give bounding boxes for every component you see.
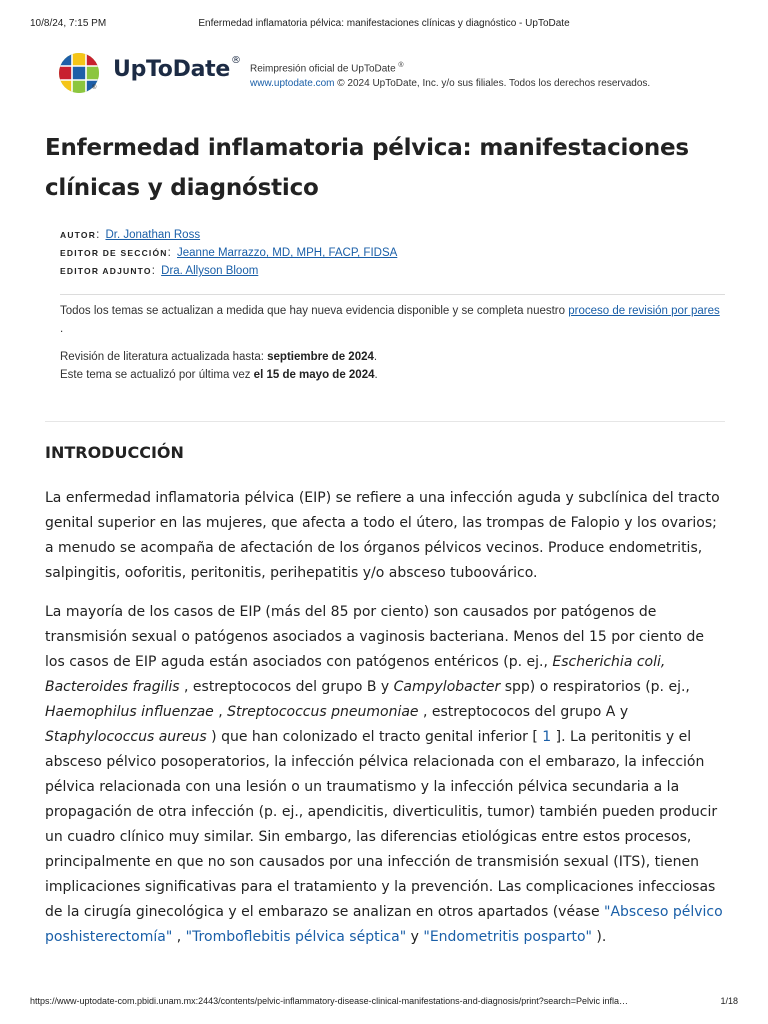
uptodate-site-link[interactable]: www.uptodate.com: [250, 78, 335, 90]
link-tromboflebitis[interactable]: "Tromboflebitis pélvica séptica": [185, 929, 407, 945]
author-link[interactable]: Dr. Jonathan Ross: [105, 229, 201, 241]
reference-link-1[interactable]: 1: [542, 729, 552, 745]
credits-block: [60, 226, 725, 280]
copyright-text: © 2024 UpToDate, Inc. y/o sus filiales. Todos los derechos reservados.: [334, 78, 651, 90]
print-header: [30, 18, 738, 32]
link-endometritis[interactable]: "Endometritis posparto": [423, 929, 592, 945]
section-editor-link[interactable]: Jeanne Marrazzo, MD, MPH, FACP, FIDSA: [177, 247, 398, 259]
section-title-introduccion: INTRODUCCIÓN: [45, 443, 184, 462]
brand-name: UpToDate®: [113, 55, 241, 82]
intro-paragraph-1: La enfermedad inflamatoria pélvica (EIP) se refiere a una infección aguda y subclínica del tracto genital superior en las mujeres, que afecta a todo el útero, las trompas de Falopio y los ovarios; a menudo se acompaña de afectación de los órganos pélvicos vecinos. Produce endometritis, salpingitis, ooforitis, peritonitis, perihepatitis y/o absceso tuboovárico.: [45, 490, 720, 581]
last-updated: Este tema se actualizó por última vez el 15 de mayo de 2024.: [60, 369, 378, 381]
peer-review-link[interactable]: proceso de revisión por pares: [568, 305, 720, 317]
credit-author: AUTOR: Dr. Jonathan Ross: [60, 229, 201, 241]
page-number: 1/18: [720, 996, 738, 1006]
credit-section-editor: EDITOR DE SECCIÓN: Jeanne Marrazzo, MD, MPH, FACP, FIDSA: [60, 247, 398, 259]
deputy-editor-link[interactable]: Dra. Allyson Bloom: [161, 265, 259, 277]
article-title: Enfermedad inflamatoria pélvica: manifestaciones clínicas y diagnóstico: [45, 135, 689, 201]
article-content: [45, 128, 725, 950]
print-url: https://www-uptodate-com.pbidi.unam.mx:2443/contents/pelvic-inflammatory-disease-clinical-manifestations-and-diagnosis/print?search=Pelvic infla…: [30, 996, 629, 1006]
update-info: [60, 294, 725, 384]
update-notice: Todos los temas se actualizan a medida que hay nueva evidencia disponible y se completa nuestro proceso de revisión por pares .: [60, 305, 720, 335]
section-divider: [45, 421, 725, 422]
print-page-title: Enfermedad inflamatoria pélvica: manifestaciones clínicas y diagnóstico - UpToDate: [198, 18, 570, 29]
print-footer: [30, 996, 738, 1008]
link-absceso-pelvico[interactable]: "Absceso pélvico poshisterectomía": [45, 904, 723, 945]
review-date: septiembre de 2024: [267, 351, 374, 363]
logo-registered-mark: ®: [92, 85, 97, 91]
registered-mark: ®: [230, 55, 241, 66]
updated-date: el 15 de mayo de 2024: [253, 369, 375, 381]
credit-deputy-editor: EDITOR ADJUNTO: Dra. Allyson Bloom: [60, 265, 259, 277]
reprint-notice: Reimpresión oficial de UpToDate ® www.uptodate.com © 2024 UpToDate, Inc. y/o sus filiales. Todos los derechos reservados.: [250, 62, 651, 90]
literature-review: Revisión de literatura actualizada hasta: septiembre de 2024.: [60, 351, 378, 363]
print-datetime: 10/8/24, 7:15 PM: [30, 18, 107, 29]
reprint-label: Reimpresión oficial de UpToDate: [250, 63, 396, 75]
intro-paragraph-2: La mayoría de los casos de EIP (más del 85 por ciento) son causados por patógenos de transmisión sexual o patógenos asociados a vaginosis bacteriana. Menos del 15 por ciento de los casos de EIP aguda están asociados con patógenos entéricos (p. ej., Escherichia coli, Bacteroides fragilis , estreptococos del grupo B y Campylobacter spp) o respiratorios (p. ej., Haemophilus influenzae , Streptococcus pneumoniae , estreptococos del grupo A y Staphylococcus aureus ) que han colonizado el tracto genital inferior [ 1 ]. La peritonitis y el absceso pélvico posoperatorios, la infección pélvica relacionada con el embarazo, la infección pélvica relacionada con una lesión o un traumatismo y la infección pélvica secundaria a la propagación de otra infección (p. ej., apendicitis, diverticulitis, tumor) también pueden producir un cuadro clínico muy similar. Sin embargo, las diferencias etiológicas entre estos procesos, principalmente en que no son causados por una infección de transmisión sexual (ITS), tienen implicaciones significativas para el tratamiento y la prevención. Las complicaciones infecciosas de la cirugía ginecológica y el embarazo se analizan en otros apartados (véase "Absceso pélvico poshisterectomía" , "Tromboflebitis pélvica séptica" y "Endometritis posparto" ).: [45, 604, 723, 945]
